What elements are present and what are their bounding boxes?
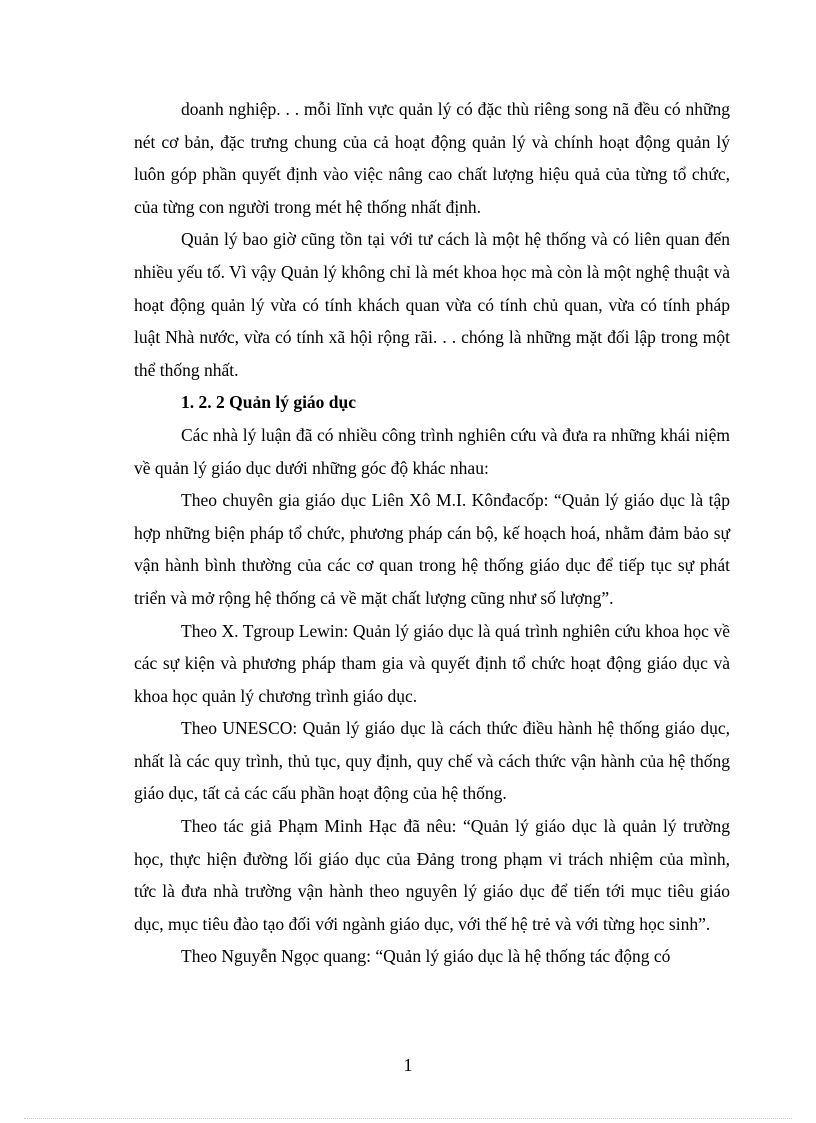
body-paragraph: Theo Nguyễn Ngọc quang: “Quản lý giáo dục là hệ thống tác động có — [181, 946, 671, 967]
body-paragraph: Các nhà lý luận đã có nhiều công trình nghiên cứu và đưa ra những khái niệm về quản lý giáo dục dưới những góc độ khác nhau: — [134, 424, 730, 478]
section-heading: 1. 2. 2 Quản lý giáo dục — [181, 392, 357, 413]
body-paragraph: Theo chuyên gia giáo dục Liên Xô M.I. Kônđacốp: “Quản lý giáo dục là tập hợp những biện pháp tổ chức, phương pháp cán bộ, kế hoạch hoá, nhằm đảm bảo sự vận hành bình thường của các cơ quan trong hệ thống giáo dục để tiếp tục sự phát triển và mở rộng hệ thống cả về mặt chất lượng cũng như số lượng”. — [134, 490, 730, 608]
page-bottom-divider — [24, 1118, 792, 1119]
body-paragraph: Theo X. Tgroup Lewin: Quản lý giáo dục là quá trình nghiên cứu khoa học về các sự kiện và phương pháp tham gia và quyết định tổ chức hoạt động giáo dục và khoa học quản lý chương trình giáo dục. — [134, 620, 730, 706]
body-paragraph: Theo tác giả Phạm Minh Hạc đã nêu: “Quản lý giáo dục là quản lý trường học, thực hiện đường lối giáo dục của Đảng trong phạm vi trách nhiệm của mình, tức là đưa nhà trường vận hành theo nguyên lý giáo dục để tiến tới mục tiêu giáo dục, mục tiêu đào tạo đối với ngành giáo dục, với thế hệ trẻ và với từng học sinh”. — [134, 816, 730, 934]
body-paragraph: Theo UNESCO: Quản lý giáo dục là cách thức điều hành hệ thống giáo dục, nhất là các quy trình, thủ tục, quy định, quy chế và cách thức vận hành của hệ thống giáo dục, tất cả các cấu phần hoạt động của hệ thống. — [134, 718, 730, 804]
document-body — [134, 93, 730, 973]
body-paragraph: doanh nghiệp. . . mỗi lĩnh vực quản lý có đặc thù riêng song nã đều có những nét cơ bản, đặc trưng chung của cả hoạt động quản lý và chính hoạt động quản lý luôn góp phần quyết định vào việc nâng cao chất lượng hiệu quả của từng tổ chức, của từng con người trong mét hệ thống nhất định. — [134, 99, 730, 217]
page-number: 1 — [403, 1055, 413, 1075]
body-paragraph: Quản lý bao giờ cũng tồn tại với tư cách là một hệ thống và có liên quan đến nhiều yếu tố. Vì vậy Quản lý không chỉ là mét khoa học mà còn là một nghệ thuật và hoạt động quản lý vừa có tính khách quan vừa có tính chủ quan, vừa có tính pháp luật Nhà nước, vừa có tính xã hội rộng rãi. . . chóng là những mặt đối lập trong một thể thống nhất. — [134, 229, 730, 380]
